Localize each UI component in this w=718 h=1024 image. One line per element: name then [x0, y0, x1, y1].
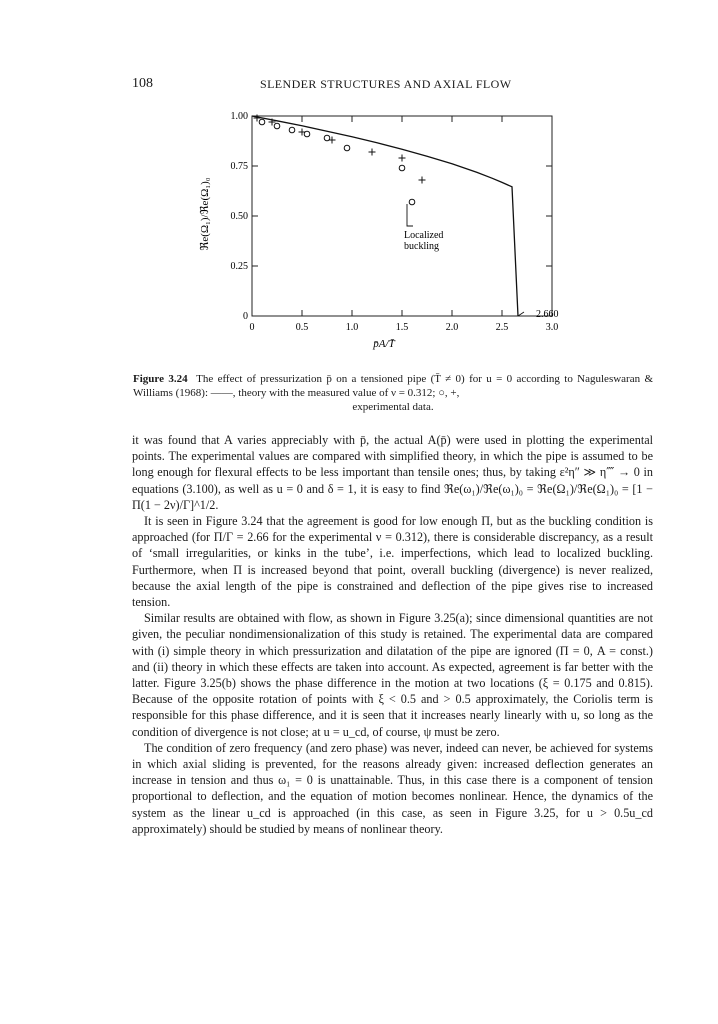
- x-tick-label: 2.5: [495, 322, 509, 333]
- theory-end-label: 2.660: [536, 309, 559, 320]
- page-header: [132, 76, 602, 96]
- data-point-plus: [419, 177, 426, 184]
- annotation-localized: Localized: [404, 230, 444, 241]
- figure-label: Figure 3.24: [133, 373, 188, 385]
- annotation-buckling: buckling: [404, 241, 439, 252]
- x-tick-label: 0: [249, 322, 255, 333]
- localized-buckling-leader: [407, 204, 413, 226]
- caption-line-1: The effect of pressurization p̄ on a tensioned pipe (T̄ ≠ 0) for u = 0 according: [196, 373, 560, 385]
- theory-curve: [252, 116, 518, 316]
- caption-line-2: to Naguleswaran & Williams (1968): ——, theory with the measured value of ν = 0.312; ○, +,: [133, 373, 654, 399]
- x-tick-label: 1.5: [395, 322, 409, 333]
- x-tick-label: 1.0: [345, 322, 359, 333]
- data-point-plus: [369, 149, 376, 156]
- data-point-circle: [399, 165, 405, 171]
- paragraph: it was found that A varies appreciably with p̄, the actual A(p̄) were used in plotting the experimental points. The experimental values are compared with simplified theory, in which the pipe is assumed to be long enough for flexural effects to be less important than tensile ones; thus, by taking ε²η″ ≫ η⁗ → 0 in equations (3.100), as well as u = 0 and δ = 1, it is easy to find ℜe(ω₁)/ℜe(ω₁)₀ = ℜe(Ω₁)/ℜe(Ω₁)₀ = [1 − Π(1 − 2ν)/Γ]^1/2.: [132, 433, 653, 512]
- paragraph: The condition of zero frequency (and zero phase) was never, indeed can never, be achieved for systems in which axial sliding is prevented, for the reasons already given: increased deflection generates an increase in tension and thus ω₁ = 0 is unattainable. Thus, in this case there is a component of tension proportional to deflection, and the equation of motion becomes nonlinear. Hence, the dynamics of the system as the linear u_cd is approached (in this case, as seen in Figure 3.25, for u > 0.5u_cd approximately) should be studied by means of nonlinear theory.: [132, 740, 653, 836]
- paragraph: Similar results are obtained with flow, as shown in Figure 3.25(a); since dimensional quantities are not given, the peculiar nondimensionalization of this study is retained. The experimental data are compared with (i) simple theory in which pressurization and dilatation of the pipe are ignored (Π = 0, A = const.) and (ii) theory in which these effects are taken into account. As expected, agreement is far better with the latter. Figure 3.25(b) shows the phase difference in the motion at two locations (ξ = 0.175 and 0.815). Because of the opposite rotation of points with ξ < 0.5 and > 0.5 approximately, the Coriolis term is responsible for this phase difference, and it is seen that it increases nearly linearly with u, so long as the condition of divergence is not close; at u = u_cd, of course, ψ must be zero.: [132, 611, 653, 739]
- paragraph: It is seen in Figure 3.24 that the agreement is good for low enough Π, but as the buckling condition is approached (for Π/Γ = 2.66 for the experimental ν = 0.312), there is considerable discrepancy, as a result of ‘small irregularities, or kinks in the tube’, i.e. imperfections, which lead to localized buckling. Furthermore, when Π is increased beyond that point, overall buckling (divergence) is never realized, because the axial length of the pipe is constrained and deflection of the pipe gives rise to increased tension.: [132, 514, 653, 610]
- data-point-circle: [259, 119, 265, 125]
- body-text: [132, 432, 653, 837]
- running-head: SLENDER STRUCTURES AND AXIAL FLOW: [260, 77, 512, 91]
- x-tick-label: 3.0: [545, 322, 559, 333]
- data-point-circle: [344, 145, 350, 151]
- caption-text: [133, 372, 653, 400]
- chart-axes: [199, 111, 558, 350]
- y-axis-label: ℜe(Ω₁)/ℜe(Ω₁)₀: [199, 177, 211, 251]
- caption-line-3: experimental data.: [352, 401, 434, 413]
- figure-caption: [133, 372, 653, 414]
- x-tick-label: 2.0: [445, 322, 459, 333]
- y-tick-label: 0: [243, 311, 248, 322]
- figure-chart: [170, 102, 590, 364]
- y-tick-label: 0.75: [230, 161, 248, 172]
- y-tick-label: 0.25: [230, 261, 248, 272]
- data-point-circle: [274, 123, 280, 129]
- x-axis-label: p̄A/T̄: [373, 338, 395, 350]
- end-label-leader: [518, 312, 524, 316]
- page-number: 108: [132, 76, 153, 91]
- x-tick-label: 0.5: [295, 322, 309, 333]
- plot-frame: [252, 116, 552, 316]
- data-point-circle: [289, 127, 295, 133]
- y-tick-label: 0.50: [230, 211, 248, 222]
- data-point-plus: [399, 155, 406, 162]
- data-point-circle: [409, 199, 415, 205]
- y-tick-label: 1.00: [230, 111, 248, 122]
